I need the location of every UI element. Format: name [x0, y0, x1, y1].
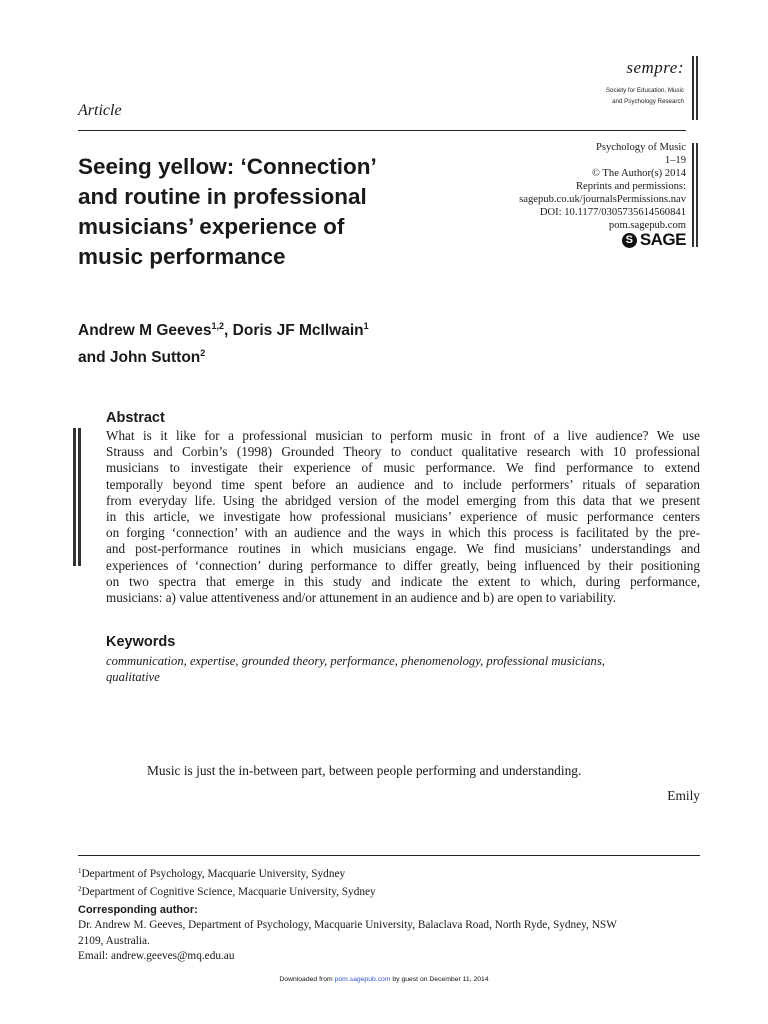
keywords-line: qualitative	[106, 670, 160, 684]
author-name: Doris JF McIlwain	[232, 322, 364, 339]
corresponding-line: 2109, Australia.	[78, 934, 150, 947]
download-link[interactable]: pom.sagepub.com	[334, 976, 391, 983]
abstract-line: musicians: a) value attentiveness and/or attunement in an audience and b) are open to variability.	[106, 590, 616, 606]
sage-logo-text: SAGE	[639, 230, 686, 249]
copyright: © The Author(s) 2014	[591, 168, 686, 179]
abstract-line: temporally beyond time spent before an audience and to include performers’ rituals of separation	[106, 476, 700, 492]
abstract-side-bars	[73, 428, 81, 566]
page-range: 1–19	[664, 155, 686, 166]
affiliation-item	[78, 864, 376, 882]
journal-url[interactable]: pom.sagepub.com	[608, 220, 686, 231]
corresponding-author-details	[78, 918, 700, 965]
reprints-label: Reprints and permissions:	[575, 181, 686, 192]
publisher-logo-bars	[692, 56, 699, 120]
author-name: John Sutton	[109, 349, 201, 366]
affiliation-number: 2	[78, 885, 82, 893]
affiliation-text: Department of Psychology, Macquarie University, Sydney	[81, 868, 346, 880]
affiliations	[78, 864, 376, 900]
abstract-line: experiences of ‘connection’ during performance to differ greatly, being influenced by their positioning	[106, 557, 700, 573]
author-separator: ,	[224, 322, 233, 339]
header-divider	[78, 130, 686, 131]
abstract-line: and post-performance routines in which musicians engage. We find musicians’ understandings and	[106, 541, 700, 557]
author-name: Andrew M Geeves	[78, 322, 212, 339]
abstract-heading: Abstract	[106, 410, 165, 426]
article-type-label: Article	[78, 102, 122, 119]
keywords-line: communication, expertise, grounded theory, performance, phenomenology, professional musicians,	[106, 654, 605, 668]
abstract-line: on two spectra that emerge in this study and indicate the extent to which, during performance,	[106, 573, 700, 589]
epigraph-quote: Music is just the in-between part, between people performing and understanding.	[147, 763, 582, 778]
author-connector: and	[78, 349, 110, 366]
publisher-subtitle-line: and Psychology Research	[612, 98, 684, 105]
doi[interactable]: DOI: 10.1177/0305735614560841	[539, 207, 686, 218]
footnote-divider	[78, 855, 700, 856]
abstract-line: from everyday life. Using the abridged version of the model emerging from this data that we present	[106, 492, 700, 508]
journal-name: Psychology of Music	[595, 142, 686, 153]
keywords-list	[106, 653, 686, 685]
epigraph-attribution: Emily	[667, 788, 700, 803]
abstract-line: in this article, we investigate how professional musicians’ experience of music performance centers	[106, 509, 700, 525]
title-line: and routine in professional	[78, 184, 367, 209]
affiliation-item	[78, 882, 376, 900]
journal-info-block	[456, 141, 686, 232]
permissions-link[interactable]: sagepub.co.uk/journalsPermissions.nav	[519, 194, 686, 205]
publisher-subtitle-line: Society for Education, Music	[605, 87, 684, 94]
title-line: musicians’ experience of	[78, 214, 345, 239]
publisher-logo-name: sempre:	[626, 58, 684, 77]
corresponding-email[interactable]: Email: andrew.geeves@mq.edu.au	[78, 950, 235, 962]
journal-info-bars	[692, 143, 699, 247]
abstract-text	[106, 428, 700, 606]
affiliation-number: 1	[78, 867, 82, 875]
affiliation-text: Department of Cognitive Science, Macquarie University, Sydney	[81, 886, 376, 898]
download-notice	[0, 976, 768, 983]
title-line: Seeing yellow: ‘Connection’	[78, 154, 377, 179]
download-prefix: Downloaded from	[279, 976, 335, 983]
publisher-logo-subtitle	[560, 85, 684, 107]
corresponding-author-heading: Corresponding author:	[78, 904, 198, 916]
abstract-line: What is it like for a professional musician to perform music in front of a live audience? We use	[106, 428, 700, 443]
author-affiliation-marker: 2	[200, 348, 206, 358]
download-suffix: by guest on December 11, 2014	[390, 976, 489, 983]
abstract-line: Strauss and Corbin’s (1998) Grounded Theory to conduct qualitative research with 10 professional	[106, 444, 700, 460]
sage-logo	[596, 230, 686, 250]
author-affiliation-marker: 1	[363, 321, 369, 331]
sage-logo-icon: S	[622, 233, 637, 248]
corresponding-line: Dr. Andrew M. Geeves, Department of Psychology, Macquarie University, Balaclava Road, North Ryde, Sydney, NSW	[78, 919, 617, 931]
title-line: music performance	[78, 244, 286, 269]
keywords-heading: Keywords	[106, 634, 176, 650]
paper-title	[78, 152, 438, 272]
abstract-line: on forging ‘connection’ with an audience and the ways in which this process is facilitated by the pre-	[106, 525, 700, 541]
abstract-line: musicians to investigate their experience of music performance. We find performance to extend	[106, 460, 700, 476]
author-list	[78, 315, 498, 369]
author-affiliation-marker: 1,2	[211, 321, 225, 331]
